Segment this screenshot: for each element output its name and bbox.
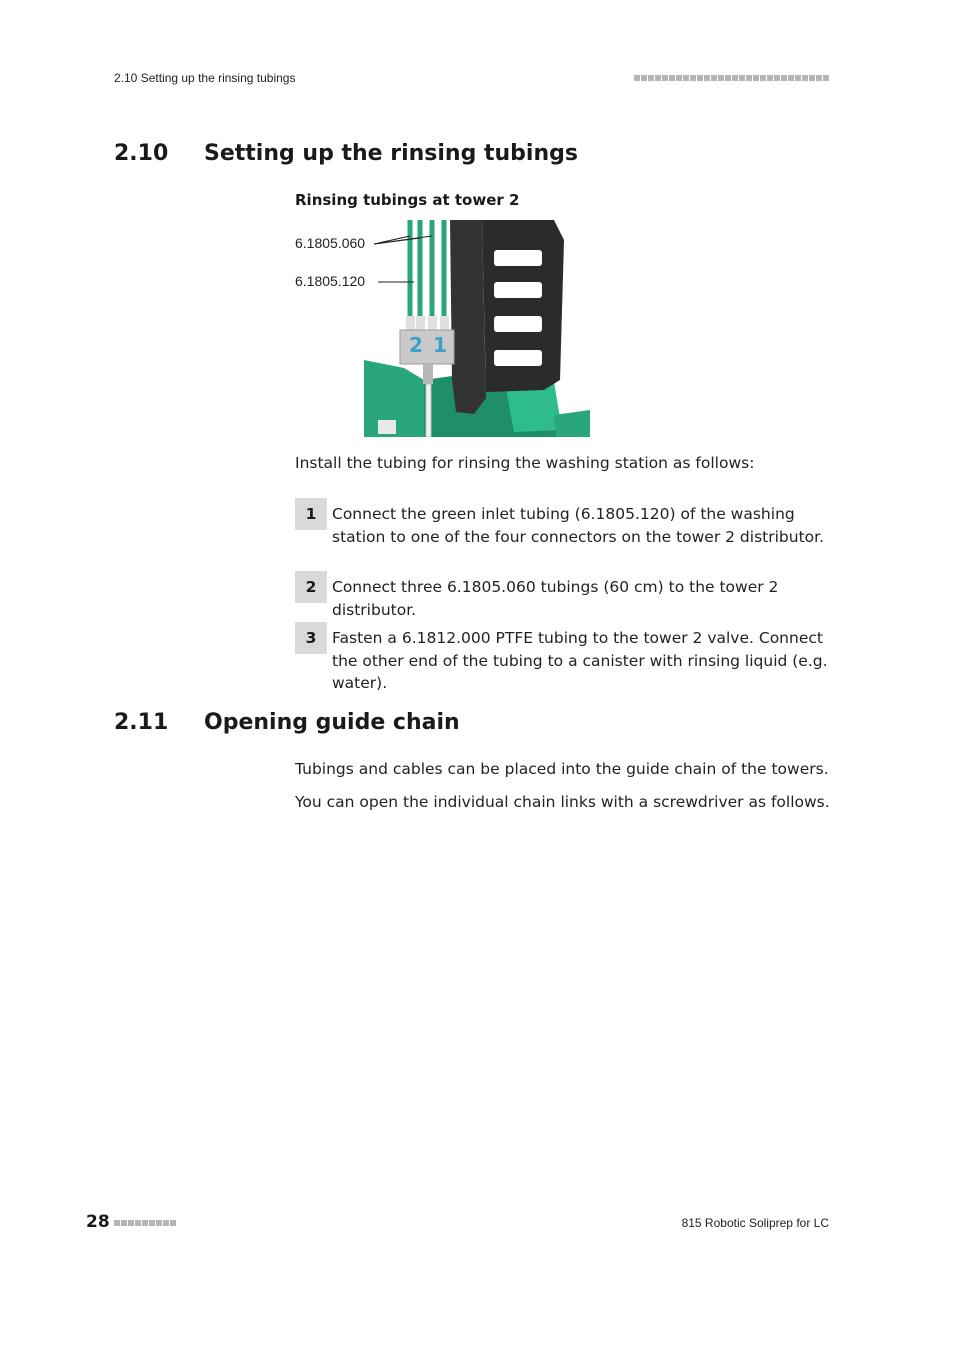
- page-number: 28: [86, 1212, 110, 1232]
- step-text-1: Connect the green inlet tubing (6.1805.120) of the washing station to one of the four connectors on the tower 2 distributor.: [332, 505, 825, 546]
- section-number: 2.11: [114, 710, 169, 735]
- step-number-3: 3: [295, 622, 327, 654]
- figure-label-lower: 6.1805.120: [295, 273, 366, 289]
- figure-caption: Rinsing tubings at tower 2: [295, 191, 520, 209]
- section-title: Setting up the rinsing tubings: [204, 141, 578, 166]
- footer-ornament: [114, 1220, 176, 1226]
- step-number-2: 2: [295, 571, 327, 603]
- step-number-1: 1: [295, 498, 327, 530]
- step-text-3: Fasten a 6.1812.000 PTFE tubing to the tower 2 valve. Connect the other end of the tubing to a canister with rinsing liquid (e.g. water).: [332, 629, 828, 692]
- figure-label-upper: 6.1805.060: [295, 235, 366, 251]
- step-text-2: Connect three 6.1805.060 tubings (60 cm) to the tower 2 distributor.: [332, 578, 779, 619]
- paragraph-guide-chain-1: Tubings and cables can be placed into the guide chain of the towers.: [295, 760, 829, 778]
- header-ornament: [634, 75, 829, 81]
- distributor-mark-2: 2: [409, 333, 423, 357]
- footer-product-title: 815 Robotic Soliprep for LC: [681, 1216, 829, 1230]
- section-number: 2.10: [114, 141, 169, 166]
- running-header: 2.10 Setting up the rinsing tubings: [114, 71, 296, 85]
- section-title: Opening guide chain: [204, 710, 460, 735]
- intro-text: Install the tubing for rinsing the washing station as follows:: [295, 454, 755, 472]
- distributor-mark-1: 1: [433, 333, 447, 357]
- figure-leader-lines: [374, 228, 454, 290]
- paragraph-guide-chain-2: You can open the individual chain links with a screwdriver as follows.: [295, 793, 830, 811]
